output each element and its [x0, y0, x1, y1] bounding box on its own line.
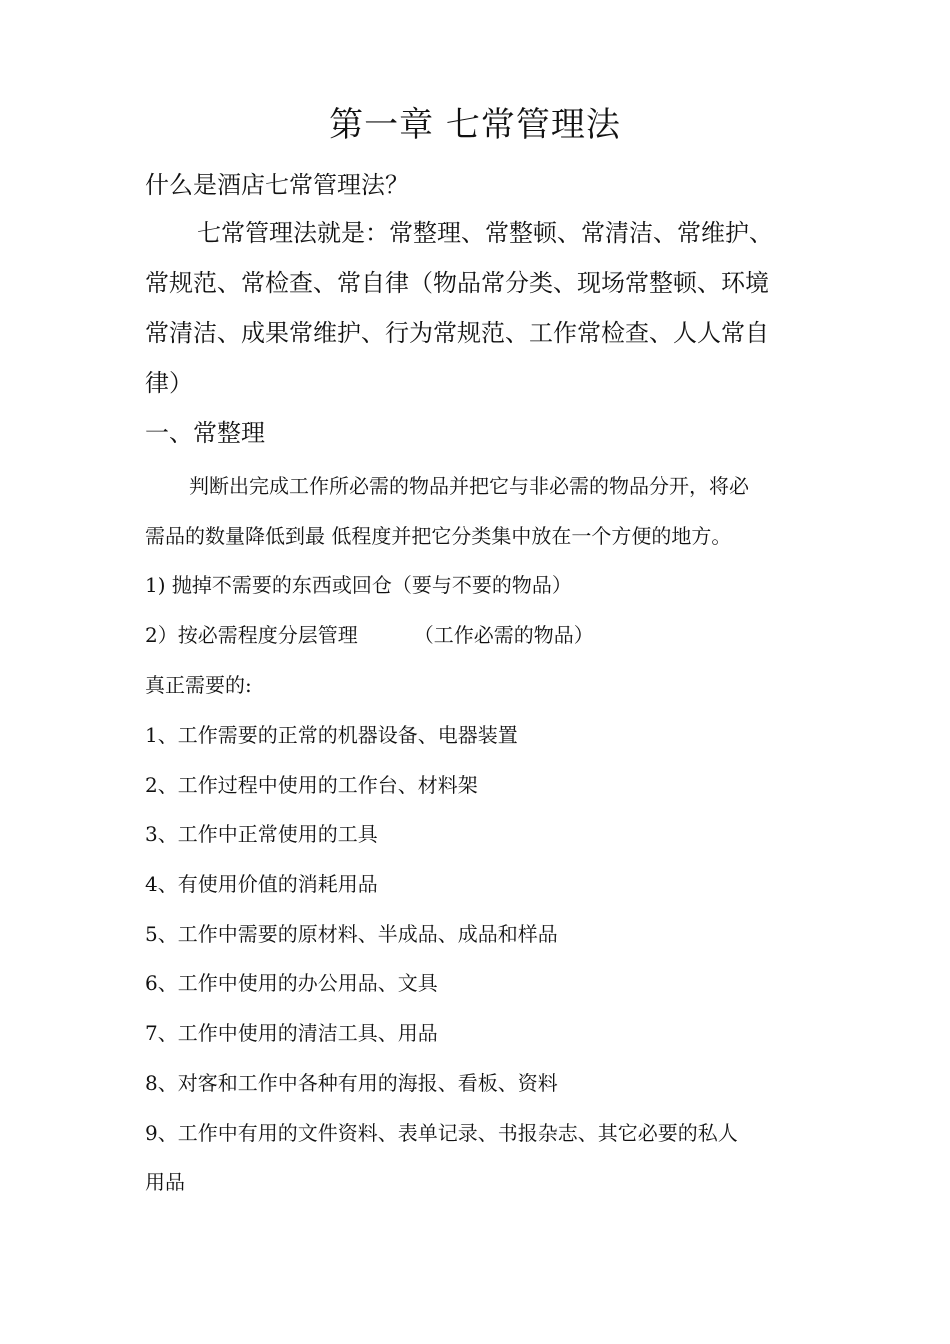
section-body-line-2: 需品的数量降低到最 低程度并把它分类集中放在一个方便的地方。 [145, 524, 732, 548]
step-1: 1) 抛掉不需要的东西或回仓（要与不要的物品） [145, 573, 572, 597]
needed-item-3: 3、工作中正常使用的工具 [145, 822, 378, 846]
section-heading: 一、常整理 [145, 419, 265, 447]
needed-item-7: 7、工作中使用的清洁工具、用品 [145, 1021, 438, 1045]
needed-item-9: 9、工作中有用的文件资料、表单记录、书报杂志、其它必要的私人 [145, 1121, 738, 1145]
needed-item-4: 4、有使用价值的消耗用品 [145, 872, 378, 896]
step-2-label: 2）按必需程度分层管理 [145, 623, 358, 647]
intro-line-1: 七常管理法就是：常整理、常整顿、常清洁、常维护、 [197, 219, 773, 247]
needed-item-1: 1、工作需要的正常的机器设备、电器装置 [145, 723, 518, 747]
needed-label: 真正需要的: [145, 673, 252, 697]
question-heading: 什么是酒店七常管理法？ [145, 171, 409, 199]
needed-item-9-continued: 用品 [145, 1170, 185, 1194]
chapter-title: 第一章 七常管理法 [329, 105, 621, 145]
intro-line-2: 常规范、常检查、常自律（物品常分类、现场常整顿、环境 [145, 269, 769, 297]
intro-line-3: 常清洁、成果常维护、行为常规范、工作常检查、人人常自 [145, 319, 769, 347]
intro-line-4: 律） [145, 369, 193, 397]
needed-item-6: 6、工作中使用的办公用品、文具 [145, 971, 438, 995]
section-body-line-1: 判断出完成工作所必需的物品并把它与非必需的物品分开，将必 [189, 474, 749, 498]
step-2 [145, 620, 815, 650]
needed-item-5: 5、工作中需要的原材料、半成品、成品和样品 [145, 922, 558, 946]
needed-item-8: 8、对客和工作中各种有用的海报、看板、资料 [145, 1071, 558, 1095]
needed-item-2: 2、工作过程中使用的工作台、材料架 [145, 773, 478, 797]
step-2-note: （工作必需的物品） [413, 623, 594, 647]
